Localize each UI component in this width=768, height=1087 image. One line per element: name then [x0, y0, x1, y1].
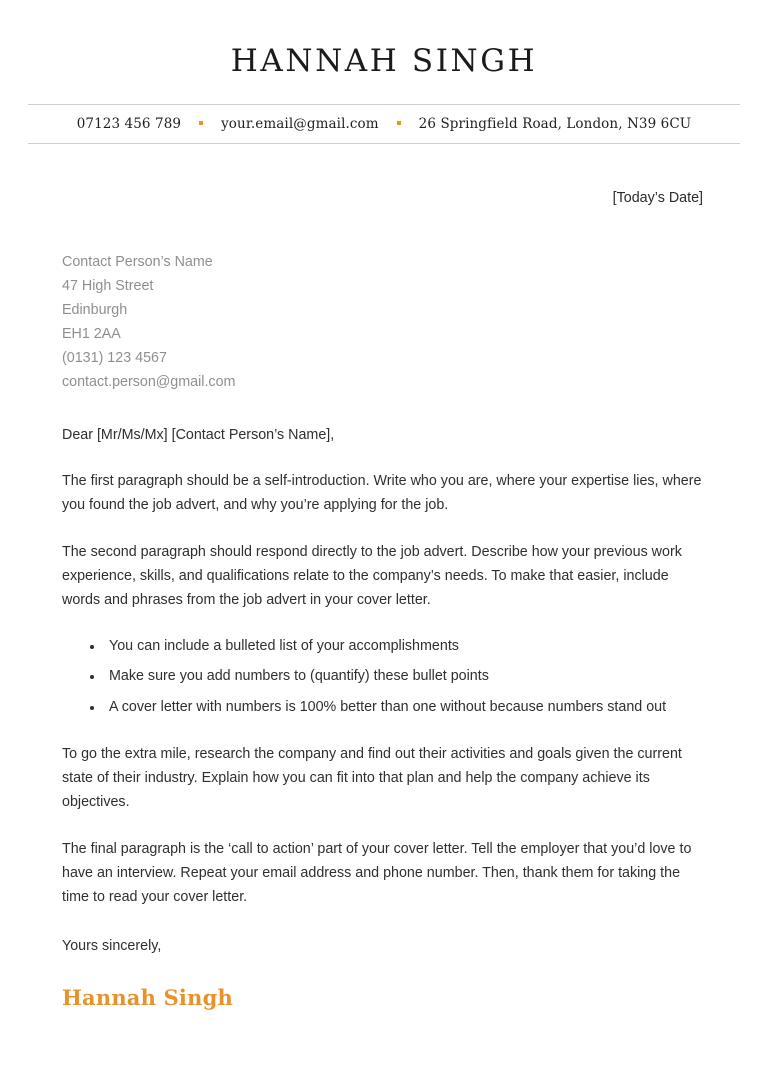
body-paragraph: The second paragraph should respond directly to the job advert. Describe how your previous work experience, skills, and qualifications relate to the company’s needs. To make that easier, include words and phrases from the job advert in your cover letter. [62, 543, 682, 608]
contact-email[interactable]: your.email@gmail.com [221, 116, 379, 133]
closing-line: Yours sincerely, [62, 938, 162, 955]
letter-header [0, 0, 768, 78]
page-title: HANNAH SINGH [230, 43, 538, 79]
letter-body [0, 144, 768, 1010]
signature-name: Hannah Singh [62, 985, 233, 1011]
recipient-line: contact.person@gmail.com [62, 373, 236, 390]
recipient-line: EH1 2AA [62, 325, 121, 342]
contact-address: 26 Springfield Road, London, N39 6CU [418, 116, 692, 133]
recipient-line: Edinburgh [62, 301, 128, 318]
letter-date: [Today’s Date] [612, 190, 703, 207]
recipient-line: Contact Person’s Name [62, 253, 213, 270]
recipient-address-block [62, 250, 706, 394]
recipient-line: (0131) 123 4567 [62, 349, 167, 366]
salutation: Dear [Mr/Ms/Mx] [Contact Person’s Name], [62, 426, 335, 443]
list-item: A cover letter with numbers is 100% better than one without because numbers stand out [109, 696, 706, 720]
list-item: You can include a bulleted list of your accomplishments [109, 635, 706, 659]
dot-separator-icon [199, 121, 203, 125]
body-paragraph: The first paragraph should be a self-introduction. Write who you are, where your expertise lies, where you found the job advert, and why you’re applying for the job. [62, 473, 702, 514]
contact-bar [0, 105, 768, 143]
recipient-line: 47 High Street [62, 277, 154, 294]
accomplishments-list [62, 635, 706, 721]
body-paragraph: To go the extra mile, research the company and find out their activities and goals given the current state of their industry. Explain how you can fit into that plan and help the company achieve its objectives. [62, 746, 682, 810]
dot-separator-icon [397, 121, 401, 125]
body-paragraph: The final paragraph is the ‘call to action’ part of your cover letter. Tell the employer that you’d love to have an interview. Repeat your email address and phone number. Then, thank them for taking the time to read your cover letter. [62, 840, 692, 905]
list-item: Make sure you add numbers to (quantify) these bullet points [109, 665, 706, 689]
contact-phone[interactable]: 07123 456 789 [76, 116, 182, 133]
